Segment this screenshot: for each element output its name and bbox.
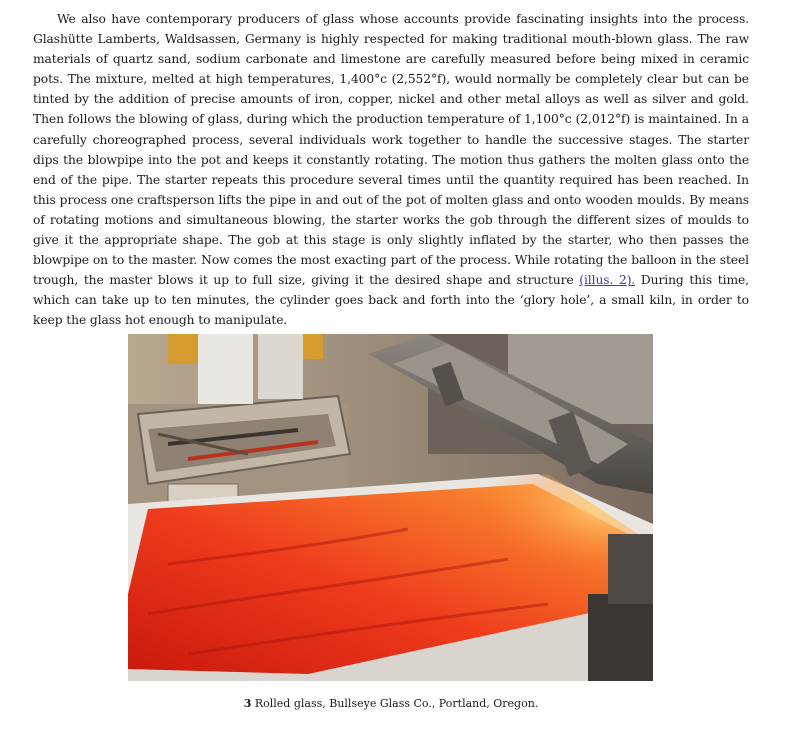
figure-caption-text: Rolled glass, Bullseye Glass Co., Portland, Oregon. [251, 697, 539, 710]
paragraph-text-continued: During this time, which can take up to ten minutes, the cylinder goes back and forth into the ‘glory hole’, a small kiln, in order to keep the glass hot enough to manipulate. [33, 273, 749, 328]
figure-number: 3 [243, 697, 252, 710]
illustration-link[interactable]: (illus. 2). [579, 273, 636, 288]
body-paragraph [33, 9, 749, 331]
rolled-glass-photo [128, 334, 653, 681]
paragraph-text: We also have contemporary producers of glass whose accounts provide fascinating insights into the process. Glashütte Lamberts, Waldsassen, Germany is highly respected for making traditional mouth-blown glass. The raw materials of quartz sand, sodium carbonate and limestone are carefully measured before being mixed in ceramic pots. The mixture, melted at high temperatures, 1,400°c (2,552°f), would normally be completely clear but can be tinted by the addition of precise amounts of iron, copper, nickel and other metal alloys as well as silver and gold. Then follows the blowing of glass, during which the production temperature of 1,100°c (2,012°f) is maintained. In a carefully choreographed process, several individuals work together to handle the successive stages. The starter dips the blowpipe into the pot and keeps it constantly rotating. The motion thus gathers the molten glass onto the end of the pipe. The starter repeats this procedure several times until the quantity required has been reached. In this process one craftsperson lifts the pipe in and out of the pot of molten glass and onto wooden moulds. By means of rotating motions and simultaneous blowing, the starter works the gob through the different sizes of moulds to give it the appropriate shape. The gob at this stage is only slightly inflated by the starter, who then passes the blowpipe on to the master. Now comes the most exacting part of the process. While rotating the balloon in the steel trough, the master blows it up to full size, giving it the desired shape and structure [33, 12, 749, 288]
figure-caption [0, 697, 782, 710]
